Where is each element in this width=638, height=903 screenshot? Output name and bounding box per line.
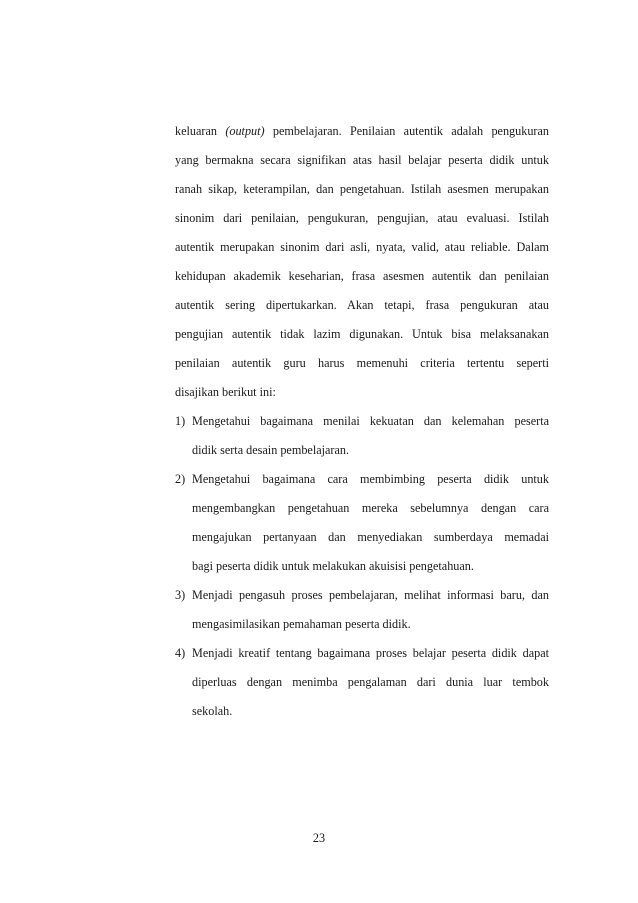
- list-item: [175, 581, 549, 639]
- list-item-line: mengasimilasikan pemahaman peserta didik.: [192, 617, 411, 631]
- paragraph-line: sinonim dari penilaian, pengukuran, pengujian, atau evaluasi. Istilah: [175, 211, 549, 225]
- line-text: pembelajaran. Penilaian autentik adalah pengukuran: [264, 124, 549, 138]
- paragraph: [175, 117, 549, 407]
- list-item-line: diperluas dengan menimba pengalaman dari dunia luar tembok: [192, 675, 549, 689]
- page-number: 23: [312, 831, 326, 845]
- list-item-line: Menjadi pengasuh proses pembelajaran, melihat informasi baru, dan: [192, 588, 549, 602]
- line-text: keluaran: [175, 124, 226, 138]
- body-text: [175, 117, 549, 726]
- list-item-line: Mengetahui bagaimana cara membimbing peserta didik untuk: [192, 472, 549, 486]
- list-item: [175, 407, 549, 465]
- italic-term: (output): [225, 124, 265, 138]
- paragraph-line: pengujian autentik tidak lazim digunakan. Untuk bisa melaksanakan: [175, 327, 549, 341]
- list-item-number: 2): [175, 472, 186, 486]
- paragraph-line: ranah sikap, keterampilan, dan pengetahuan. Istilah asesmen merupakan: [175, 182, 549, 196]
- paragraph-line: kehidupan akademik keseharian, frasa asesmen autentik dan penilaian: [175, 269, 549, 283]
- list-item-line: mengajukan pertanyaan dan menyediakan sumberdaya memadai: [192, 530, 549, 544]
- list-item-line: bagi peserta didik untuk melakukan akuisisi pengetahuan.: [192, 559, 474, 573]
- paragraph-line: yang bermakna secara signifikan atas hasil belajar peserta didik untuk: [175, 153, 549, 167]
- list-item-line: Menjadi kreatif tentang bagaimana proses belajar peserta didik dapat: [192, 646, 549, 660]
- list-item-line: mengembangkan pengetahuan mereka sebelumnya dengan cara: [192, 501, 549, 515]
- paragraph-line: autentik sering dipertukarkan. Akan tetapi, frasa pengukuran atau: [175, 298, 549, 312]
- list-item-number: 3): [175, 588, 186, 602]
- list-item-number: 1): [175, 414, 186, 428]
- paragraph-line: penilaian autentik guru harus memenuhi criteria tertentu seperti: [175, 356, 549, 370]
- list-item-line: sekolah.: [192, 704, 233, 718]
- numbered-list: [175, 407, 549, 726]
- list-item: [175, 639, 549, 726]
- list-item-number: 4): [175, 646, 186, 660]
- paragraph-line: [175, 117, 549, 146]
- list-item: [175, 465, 549, 581]
- paragraph-line: autentik merupakan sinonim dari asli, nyata, valid, atau reliable. Dalam: [175, 240, 549, 254]
- list-item-line: didik serta desain pembelajaran.: [192, 443, 350, 457]
- list-item-line: Mengetahui bagaimana menilai kekuatan dan kelemahan peserta: [192, 414, 549, 428]
- paragraph-line: disajikan berikut ini:: [175, 385, 276, 399]
